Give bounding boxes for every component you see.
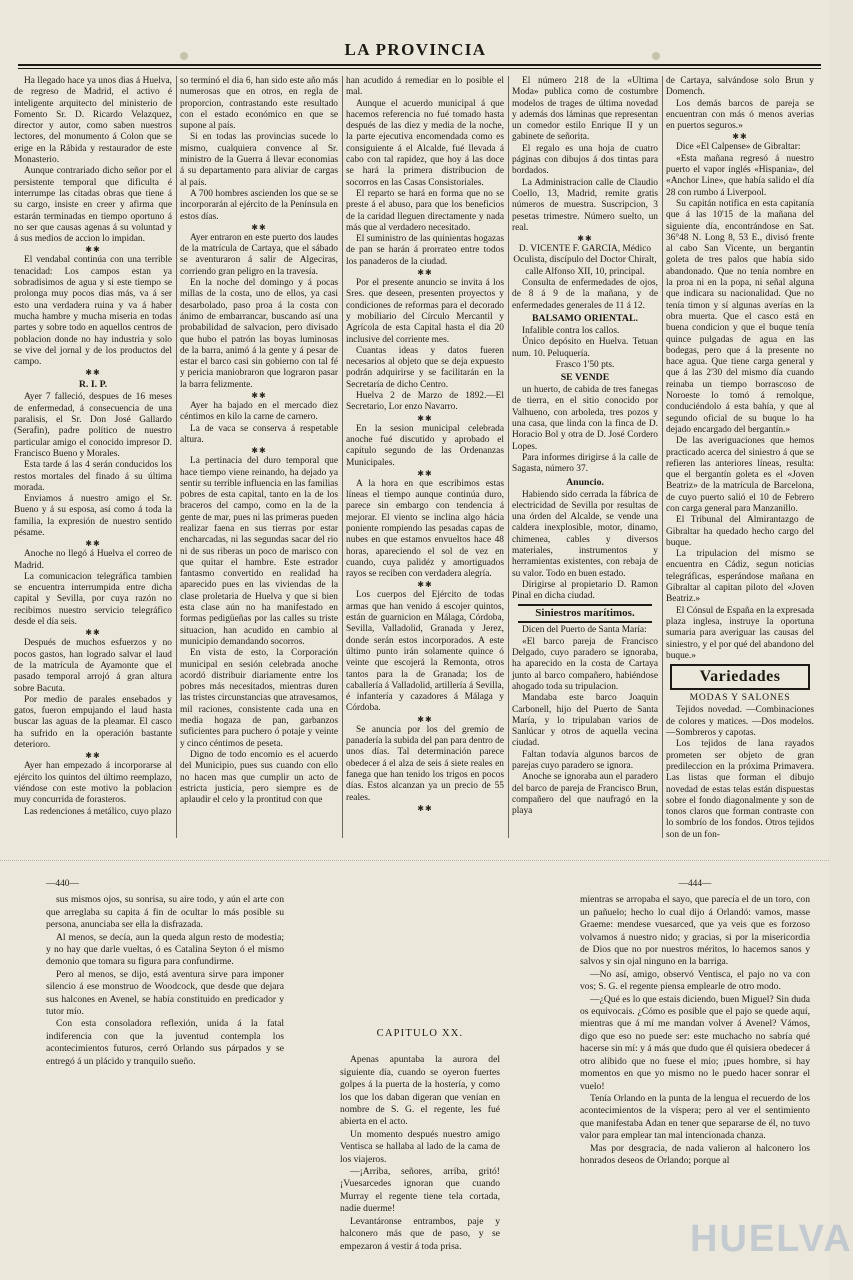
news-item: Anoche se ignoraba aun el paradero del barco de pareja de Francisco Brun, compañero del que naufragó en la playa	[512, 772, 658, 817]
serial-paragraph: —¿Qué es lo que estais diciendo, buen Miguel? Sin duda os equivocais. ¿Cómo es posible que el pajo se quede aquí, mientras que á mí me mandan volver á Avenel? Vámos, digo que eso no puede ser: este muchacho no sabría qué hacerse sin mí: y á más que dudo que él quisiera obedecer á otro alibido que no fuese el mio; ¡pues hombre, si hay momentos en que yo mismo no le puedo hacer sonrar el vuelo!	[580, 993, 810, 1092]
page-number: —440—	[46, 879, 79, 889]
ornament-divider: ✱✱	[417, 268, 433, 278]
news-item: De las averiguaciones que hemos practicado acerca del siniestro á que se refieren las anteriores líneas, resulta: que el bergantín goleta es el «Joven Beatriz» de la matrícula de Barcelona, de cuyo puerto salió el 10 de Febrero con carga general para Manzanillo.	[666, 436, 814, 514]
serial-paragraph: mientras se arropaba el sayo, que parecía el de un toro, con un pañuelo; hecho lo cual dijo á Orlandó: vamos, masse Graeme: mendese vuesarced, que ya veis que es forzoso volvamos á nuestro nido; y gracias, si por la misericordia de Dios que no por nuestros méritos, lo hacemos sanos y salvos y sin ojal ninguno en la barriga.	[580, 894, 810, 968]
news-item: Después de muchos esfuerzos y no pocos gastos, han logrado salvar el laud de la matrícula de Ayamonte que el pasado temporal arrojó á gran altura sobre Bacuta.	[14, 638, 172, 694]
serial-paragraph: Mas por desgracia, de nada valieron al halconero los honrados deseos de Orlando; porque al	[580, 1142, 810, 1166]
news-item: Aunque el acuerdo municipal á que hacemos referencia no fué tomado hasta después de las diez y media de la noche, la parte ejecutiva encomendada como es consiguiente á el Alcalde, fué llevada á cabo con tal rapidez, que hoy á las doce se hará la primera distribucion de socorros en las Casas Consistoriales.	[346, 98, 504, 188]
ornament-divider: ✱✱	[85, 751, 101, 761]
punch-hole-icon	[180, 52, 188, 60]
column-4	[512, 76, 658, 838]
news-item: Dice «El Calpense» de Gibraltar:	[676, 142, 801, 153]
news-item: La de vaca se conserva á respetable altura.	[180, 423, 338, 445]
archive-watermark: HUELVA	[690, 1218, 853, 1260]
news-item: A 700 hombres ascienden los que se se incorporarán al ejército de la Península en estos días.	[180, 188, 338, 222]
masthead	[10, 40, 821, 64]
ornament-divider: ✱✱	[417, 714, 433, 724]
serial-paragraph: Levantáronse entrambos, paje y halconero más que de paso, y se empezaron á vestir á toda prisa.	[340, 1215, 500, 1252]
advert-text: un huerto, de cabida de tres fanegas de tierra, en el sitio conocido por Valhueno, con arboleda, tres pozos y una casa, que linda con la finca de D. Horacio Bol y otra de D. José Cordero Lopes.	[512, 385, 658, 452]
news-item: Enviamos á nuestro amigo el Sr. Bueno y á su esposa, así como á toda la familia, la expresión de nuestro sentido pésame.	[14, 494, 172, 538]
ornament-divider: ✱✱	[417, 413, 433, 423]
masthead-rule-thin	[18, 68, 821, 69]
column-separator	[508, 76, 509, 838]
news-item: han acudido á remediar en lo posible el mal.	[346, 76, 504, 98]
page-number: —444—	[678, 879, 712, 889]
news-item: Las redenciones á metálico, cuyo plazo	[24, 806, 172, 817]
ornament-divider: ✱✱	[85, 628, 101, 638]
news-item: Su capitán notifica en esta capitanía que á las 10'15 de la mañana del siguiente día, encontrándose en Sat. 36°48 N. Long 8, 53 E., divisó frente al cabo San Vicente, un bergantin goleta de tres palos que había sido abandonado. Que no tenía nombre en la proa ni en la popa, ni señal alguna que indicara su nacionalidad. Que no tenía timon y sí algunas averías en la obra muerta. Que el casco está en buena condicion y que el buque tenía quince pulgadas de agua en las bodegas, pero que á la presente no hace agua. Que tiene carga general y que á las 2'30 del mismo día cuando reinaba un tiempo borrascoso de Noroeste lo tomó á remolque, conduciéndolo á esta bahía, y que al segundo oficial de su buque lo ha dejado encargado del bergantín.»	[666, 198, 814, 435]
column-3	[346, 76, 504, 838]
balsamo-heading: BALSAMO ORIENTAL.	[532, 312, 638, 324]
ornament-divider: ✱✱	[251, 222, 267, 232]
serial-page-middle	[340, 878, 500, 1268]
ornament-divider: ✱✱	[251, 446, 267, 456]
column-2	[180, 76, 338, 838]
news-item: En la sesion municipal celebrada anoche fué discutido y aprobado el capítulo segundo de las Ordenanzas Municipales.	[346, 423, 504, 468]
news-item: Si en todas las provincias sucede lo mismo, cualquiera convence al Sr. ministro de la Guerra á llevar economias á su departamento para aliviar de cargas al país.	[180, 132, 338, 188]
anuncio-heading: Anuncio.	[566, 476, 604, 488]
column-separator	[662, 76, 663, 838]
column-separator	[342, 76, 343, 838]
serial-paragraph: —No así, amigo, observó Ventisca, el pajo no va con vos; S. G. el regente piensa emplearle de otro modo.	[580, 968, 810, 993]
advert-text: Único depósito en Huelva. Tetuan num. 10. Peluquería.	[512, 337, 658, 359]
news-item: Se anuncia por los del gremio de panadería la subida del pan para dentro de unos días. Tal determinación parece obedecer á el alza de seis á siete reales en fanega que han tenido los trigos en pocos días. Estos alcanzan ya un precio de 55 reales.	[346, 724, 505, 803]
news-item: Por el presente anuncio se invita á los Sres. que deseen, presenten proyectos y condiciones de reformas para el decorado y mobiliario del Círculo Mercantil y Agrícola de esta Capital hasta el dia 20 inclusive del corriente mes.	[346, 278, 504, 345]
news-item: El vendabal continúa con una terrible tenacidad: Los campos estan ya sobradisimos de agua y si este tiempo se prolonga muy pocos dias más, va á ser esto una verdadera ruina y va á haber mucha hambre y mucha miseria en todas partes y sobre todo en aquellos centros de poblacion donde no hay industria y solo se vive del jornal y de los productos del campo.	[14, 255, 172, 368]
serial-page-left	[46, 878, 284, 1268]
serial-paragraph: Apenas apuntaba la aurora del siguiente día, cuando se oyeron fuertes golpes á la puerta de la hostería, y como los que los daban digeran que venían en nombre de S. G. el regente, les fué abierta en el acto.	[340, 1054, 500, 1128]
ornament-divider: ✱✱	[417, 468, 433, 478]
advert-text: Dirigirse al propietario D. Ramon Pinal en dicha ciudad.	[512, 579, 658, 602]
ornament-divider: ✱✱	[417, 580, 433, 590]
news-item: Faltan todavía algunos barcos de parejas cuyo paradero se ignora.	[512, 749, 658, 772]
news-item: so terminó el dia 6, han sido este año más numerosas que en otros, en regla de proporcion, contrastando este resultado con el estado económico en que se supone al país.	[180, 76, 338, 132]
news-item: En vista de esto, la Corporación municipal en sesión celebrada anoche acordó distribuir diariamente entre los pobres más necesitados, mientras duren las tristes circunstancias que atravesamos, mil raciones, consistente cada una en media hogaza de pan, garbanzos suficientes para puchero ó potaje y veinte y cinco céntimos de peseta.	[180, 648, 338, 749]
ornament-divider: ✱✱	[417, 803, 433, 813]
news-item: Tejidos novedad. —Combinaciones de colores y matices. —Dos modelos. —Sombreros y capotas.	[666, 705, 814, 739]
serial-paragraph: —¡Arriba, señores, arriba, gritó! ¡Vuesarcedes ignoran que cuando Murray el regente tiene tela cortada, nadie duerme!	[340, 1166, 500, 1215]
news-item: Cuantas ideas y datos fueren necesarios al objeto que se deja expuesto podrán adquirirse y se facilitarán en la Secretaría de dicho Centro.	[346, 345, 504, 390]
news-columns	[14, 76, 814, 838]
news-item: A la hora en que escribimos estas líneas el tiempo aunque continúa duro, parece sin embargo con tendencia á mejorar. El viento se inclina algo hácia poniente rompiendo las pesadas capas de nubes en que estamos envueltos hace 48 horas, apareciendo el sol de vez en cuando, cuya palidéz y amortiguados rayos se reciben con verdadera alegría.	[346, 478, 504, 580]
news-item: Anoche no llegó á Huelva el correo de Madrid.	[14, 549, 172, 571]
news-item: Ayer 7 falleció, despues de 16 meses de enfermedad, á consecuencia de una paralisis, el Sr. Don José Gallardo (Serafin), padre político de nuestro particular amigo el conocido impresor D. Francisco Bueno y Morales.	[14, 392, 172, 459]
ornament-divider: ✱✱	[577, 234, 593, 244]
newspaper-title: LA PROVINCIA	[344, 40, 487, 59]
fold-divider	[0, 860, 829, 861]
siniestros-heading: Siniestros marítimos.	[518, 604, 652, 623]
ornament-divider: ✱✱	[732, 132, 748, 142]
news-item: Mandaba este barco Joaquin Carbonell, hijo del Puerto de Santa María, y lo tripulaban varios de Sanlúcar y otros de aquella vecina ciudad.	[512, 693, 658, 749]
doctor-advert: D. VICENTE F. GARCIA, Médico Oculista, discípulo del Doctor Chiralt, calle Alfonso XII, 10, principal.	[513, 244, 657, 277]
punch-hole-icon	[652, 52, 660, 60]
advert-price: Frasco 1'50 pts.	[555, 359, 615, 370]
news-item: La Administracion calle de Claudio Coello, 13, Madrid, remite gratis números de muestra. Suscripcion, 3 pesetas trimestre. Número suelto, un real.	[512, 177, 658, 233]
news-item: La comunicacion telegráfica tambien se encuentra interrumpida entre dicha capital y Sevilla, por cuya razón no recibimos nuestro servicio telegráfico desde el día seis.	[14, 571, 172, 628]
serial-paragraph: Un momento después nuestro amigo Ventisca se hallaba al lado de la cama de los viajeros.	[340, 1128, 500, 1165]
news-item: El reparto se hará en forma que no se preste á el abuso, para que los beneficios de la caridad lleguen directamente y nada más que al verdadero necesitado.	[346, 188, 504, 233]
ornament-divider: ✱✱	[85, 245, 101, 255]
news-item: Dicen del Puerto de Santa María:	[522, 625, 647, 636]
news-item: El Cónsul de España en la expresada plaza inglesa, instruye la oportuna sumaria para averiguar las causas del siniestro, y el por qué del abandono del buque.»	[666, 605, 814, 661]
news-item: Digno de todo encomio es el acuerdo del Municipio, pues sus cuando con ello no hacen mas que cumplir un acto de estricta justicia, pero siempre es de aplaudir el celo y la prontitud con que	[180, 749, 338, 806]
news-item: En la noche del domingo y á pocas millas de la costa, uno de ellos, ya casi desarbolado, paso proa á la costa con ánimo de embarrancar, buscando así una probabilidad de salvacion, pero divisado que hubo el patrón las boyas luminosas de la barra, animó á la gente y á pesar de estar el barco casi sin gobierno con tal fé y pericia maniobraron que lograron pasar la barra felizmente.	[180, 278, 338, 390]
ornament-divider: ✱✱	[251, 391, 267, 401]
news-item: «El barco pareja de Francisco Delgado, cuyo paradero se ignoraba, ha aparecido en la costa de Cartaya junto al barco compañero, habiéndose ahogado toda su tripulacion.	[512, 636, 658, 692]
serial-paragraph: Al menos, se decía, aun la queda algun resto de modestia; y no hay que darle vueltas, ó es Catalina Seyton ó el mismo demonio que tomara su figura para confundirme.	[46, 931, 284, 968]
variedades-heading: Variedades	[670, 664, 810, 690]
ornament-divider: ✱✱	[85, 539, 101, 549]
column-1	[14, 76, 172, 838]
news-item: La pertinacia del duro temporal que hace tiempo viene reinando, ha dejado ya sentir su terrible influencia en las familias pobres de esta capital, tanto en la de los braceros del campo, como en la de la gente de mar, pues ni las primeras pueden realizar faena en sus tierras por estar encharcadas, ni las segundas sacar del rio ni de sus riberas un poco de marisco con que quitar el hambre. Este estrador fantasmo convertido en realidad ha aparecido pues en las viviendas de la clase proletaria de Huelva y que si bien esta clase aún no ha manifestado en formas pedigüeñas por las calles su triste situacion, han acudido en cambio al municipio demandando socorros.	[180, 456, 338, 647]
modas-subheading: MODAS Y SALONES	[689, 692, 791, 704]
news-item: El Tribunal del Almirantazgo de Gibraltar ha quedado hecho cargo del buque.	[666, 515, 814, 548]
se-vende-heading: SE VENDE	[560, 372, 610, 384]
news-item: El número 218 de la «Ultima Moda» publica como de costumbre modelos de trages de última novedad y además dos láminas que representan un comedor estilo Enrique II y un gabinete de señorita.	[512, 76, 658, 143]
news-item: de Cartaya, salvándose solo Brun y Domench.	[666, 76, 814, 98]
serial-page-right	[580, 878, 810, 1268]
news-item: Los demás barcos de pareja se encuentran con más ó menos averias en puertos seguros.»	[666, 98, 814, 132]
news-item: El regalo es una hoja de cuatro páginas con dibujos á dos tintas para bordados.	[512, 143, 658, 177]
news-item: Huelva 2 de Marzo de 1892.—El Secretario, Lor enzo Navarro.	[346, 391, 504, 413]
news-item: El suministro de las quinientas hogazas de pan se harán á prorrateo entre todos los panaderos de la ciudad.	[346, 234, 504, 267]
news-item: La tripulacion del mismo se encuentra en Cádiz, segun noticias telegráficas, esperándose mañana en Gibraltar al capitan piloto del «Joven Beatriz.»	[666, 549, 814, 605]
blank-space	[340, 878, 500, 1028]
advert-text: Habiendo sido cerrada la fábrica de electricidad de Sevilla por resultas de una órden del Alcalde, se vende una caldera inexplosible, motor, dinamo, chimenea, cables y diversos materiales, instrumentos y herramientas existentes, con rebaja de su valor. Todo en buen estado.	[512, 489, 658, 579]
serial-paragraph: Tenía Orlando en la punta de la lengua el recuerdo de los acontecimientos de la víspera; pero al ver el sentimiento que manifestaba Adan en tener que separarse de él, no tuvo valor para emplear tan mal intencionada chanza.	[580, 1092, 810, 1142]
news-item: Los tejidos de lana rayados prometen ser objeto de gran predileccion en la próxima Primavera. Las listas que forman el dibujo novedad de estas telas están dispuestas sobre el fondo diagonalmente y son de tonos claros que forman contraste con lo sombrío de los fondos. Otros tejidos son de un fon-	[666, 739, 814, 840]
news-item: Aunque contrariado dicho señor por el persistente temporal que dificulta é interrumpe las citadas obras que tiene á su cargo, insiste en creer y afirma que estarán terminadas en tiempo oportuno á no ser que causas agenas á su voluntad y á sus medios de accion lo impidan.	[14, 166, 172, 245]
news-item: Ayer ha bajado en el mercado diez céntimos en kilo la carne de carnero.	[180, 401, 338, 423]
news-item: Ayer entraron en este puerto dos laudes de la matrícula de Cartaya, que el sábado se aventuraron á salir de Algeciras, corriendo gran peligro en la travesía.	[180, 232, 338, 277]
news-item: «Esta mañana regresó á nuestro puerto el vapor inglés «Hispania», del «Anchor Line», que había salido el día 28 con rumbo á Liverpool.	[666, 153, 814, 198]
advert-text: Infalible contra los callos.	[522, 325, 620, 336]
serial-paragraph: Pero al menos, se dijo, está aventura sirve para imponer silencio á ese monstruo de Woodcock, que desde que dejara sus halcones en Avenel, se había constituido en predicador y tutor mío.	[46, 968, 284, 1018]
column-5	[666, 76, 814, 838]
news-item: Ayer han empezado á incorporarse al ejército los quintos del último reemplazo, viéndose con este motivo la poblacion muy concurrida de forasteros.	[14, 761, 172, 806]
news-item: Los cuerpos del Ejército de todas armas que han venido á escojer quintos, están de guarnicion en Málaga, Córdoba, Sevilla, Valladolid, Granada y Jerez, donde serán estos incorporados. A este último punto irán solamente quince ó veinte que escojerá la Remonta, otros tantos para la de Granada; los de caballería á Valladolid, artillería á Sevilla, é infantería y cazadores á Málaga y Córdoba.	[346, 590, 504, 714]
obituary-heading: R. I. P.	[78, 379, 108, 391]
column-separator	[176, 76, 177, 838]
serial-paragraph: sus mismos ojos, su sonrisa, su aire todo, y aún el arte con que arreglaba su capita á fin de ocultar lo más posible su persona, anunciaba ser ella la disfrazada.	[46, 894, 284, 931]
news-item: Esta tarde á las 4 serán conducidos los restos mortales del finado á su última morada.	[14, 460, 172, 493]
news-item: Ha llegado hace ya unos dias á Huelva, de regreso de Madrid, el activo é inteligente arquitecto del ministerio de Fomento Sr. D. Ricardo Velazquez, director y autor, como saben nuestros lectores, del monumento á Colon que se erige en la Rábida y restaurador de este Monasterio.	[14, 76, 172, 166]
advert-text: Consulta de enfermedades de ojos, de 8 á 9 de la mañana, y de enfermedades generales de 11 á 12.	[512, 278, 658, 311]
masthead-rule	[18, 64, 821, 66]
serial-paragraph: Con esta consoladora reflexión, unida á la fatal indiferencia con que la juventud contempla los acontecimientos futuros, cerró Orlando sus párpados y se entregó á un plácido y tranquilo sueño.	[46, 1018, 284, 1067]
chapter-title: CAPITULO XX.	[376, 1028, 464, 1039]
ornament-divider: ✱✱	[85, 368, 101, 378]
advert-text: Para informes dirigirse á la calle de Sagasta, número 37.	[512, 452, 658, 475]
news-item: Por medio de parales ensebados y gatos, fueron empujando el laud hasta buscar las aguas de la pleamar. El casco ha sufrido en la operación bastante deterioro.	[14, 694, 172, 751]
